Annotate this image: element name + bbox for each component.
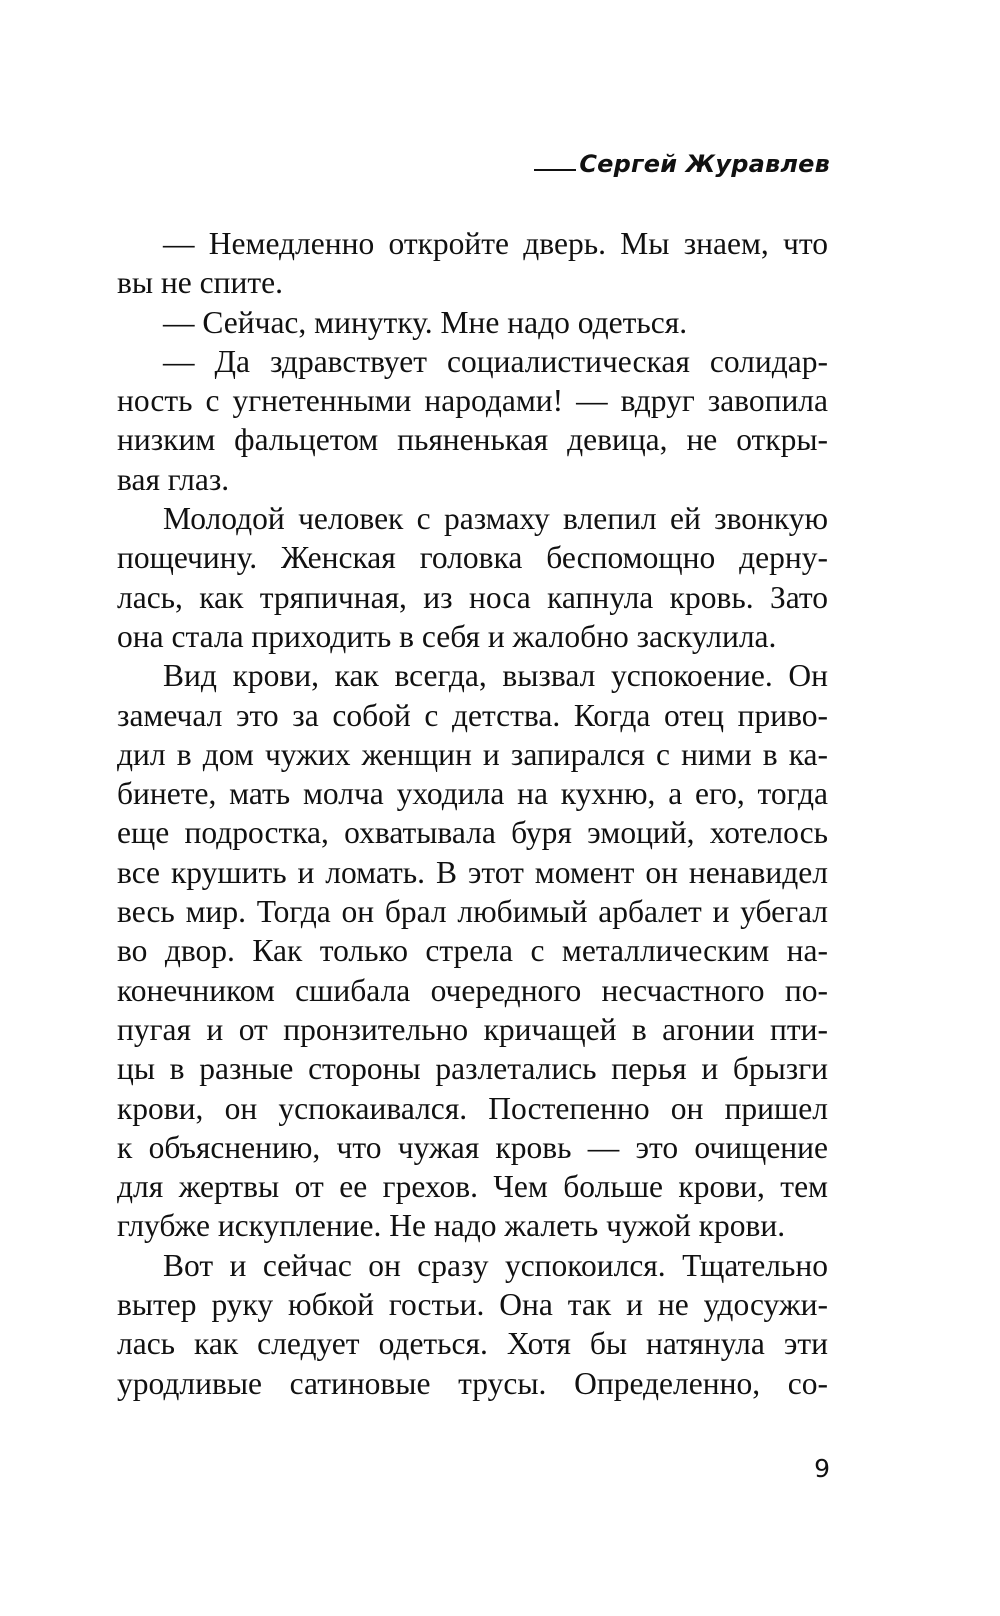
text-line: весь мир. Тогда он брал любимый арбалет и убегал	[117, 894, 828, 930]
text-line: уродливые сатиновые трусы. Определенно, со-	[117, 1365, 828, 1401]
text-line: к объяснению, что чужая кровь — это очищение	[117, 1129, 828, 1165]
text-line: низким фальцетом пьяненькая девица, не откры-	[117, 422, 828, 458]
body-text	[117, 224, 828, 1403]
text-line: пощечину. Женская головка беспомощно дерну-	[117, 540, 828, 576]
text-line: вая глаз.	[117, 461, 230, 497]
header-author: Сергей Журавлев	[579, 150, 830, 178]
text-line: — Немедленно откройте дверь. Мы знаем, что	[163, 226, 828, 261]
text-line: все крушить и ломать. В этот момент он ненавидел	[117, 854, 828, 890]
text-line: ность с угнетенными народами! — вдруг завопила	[117, 383, 828, 419]
text-line: лась, как тряпичная, из носа капнула кровь. Зато	[117, 579, 828, 615]
text-line: вы не спите.	[117, 265, 283, 301]
text-line: дил в дом чужих женщин и запирался с ними в ка-	[117, 736, 828, 772]
text-line: еще подростка, охватывала буря эмоций, хотелось	[117, 815, 828, 851]
text-line: во двор. Как только стрела с металлическим на-	[117, 933, 828, 969]
text-line: бинете, мать молча уходила на кухню, а его, тогда	[117, 776, 828, 812]
running-header	[534, 150, 830, 178]
text-line: пугая и от пронзительно кричащей в агонии пти-	[117, 1011, 828, 1047]
text-line: лась как следует одеться. Хотя бы натянула эти	[117, 1326, 828, 1362]
text-line: вытер руку юбкой гостьи. Она так и не удосужи-	[117, 1287, 828, 1323]
text-line: крови, он успокаивался. Постепенно он пришел	[117, 1090, 828, 1126]
text-line: конечником сшибала очередного несчастного по-	[117, 972, 828, 1008]
page-number: 9	[814, 1454, 830, 1483]
text-line: Вид крови, как всегда, вызвал успокоение. Он	[163, 658, 828, 694]
text-line: для жертвы от ее грехов. Чем больше крови, тем	[117, 1169, 828, 1205]
text-line: Вот и сейчас он сразу успокоился. Тщательно	[163, 1247, 828, 1283]
text-line: замечал это за собой с детства. Когда отец приво-	[117, 697, 828, 733]
header-rule	[534, 169, 576, 171]
text-line: — Да здравствует социалистическая солидар-	[163, 343, 828, 379]
text-line: цы в разные стороны разлетались перья и брызги	[117, 1051, 828, 1087]
text-line: Молодой человек с размаху влепил ей звонкую	[163, 501, 828, 537]
text-line: она стала приходить в себя и жалобно заскулила.	[117, 618, 777, 654]
text-line: глубже искупление. Не надо жалеть чужой крови.	[117, 1208, 786, 1244]
text-line: — Сейчас, минутку. Мне надо одеться.	[163, 304, 688, 340]
